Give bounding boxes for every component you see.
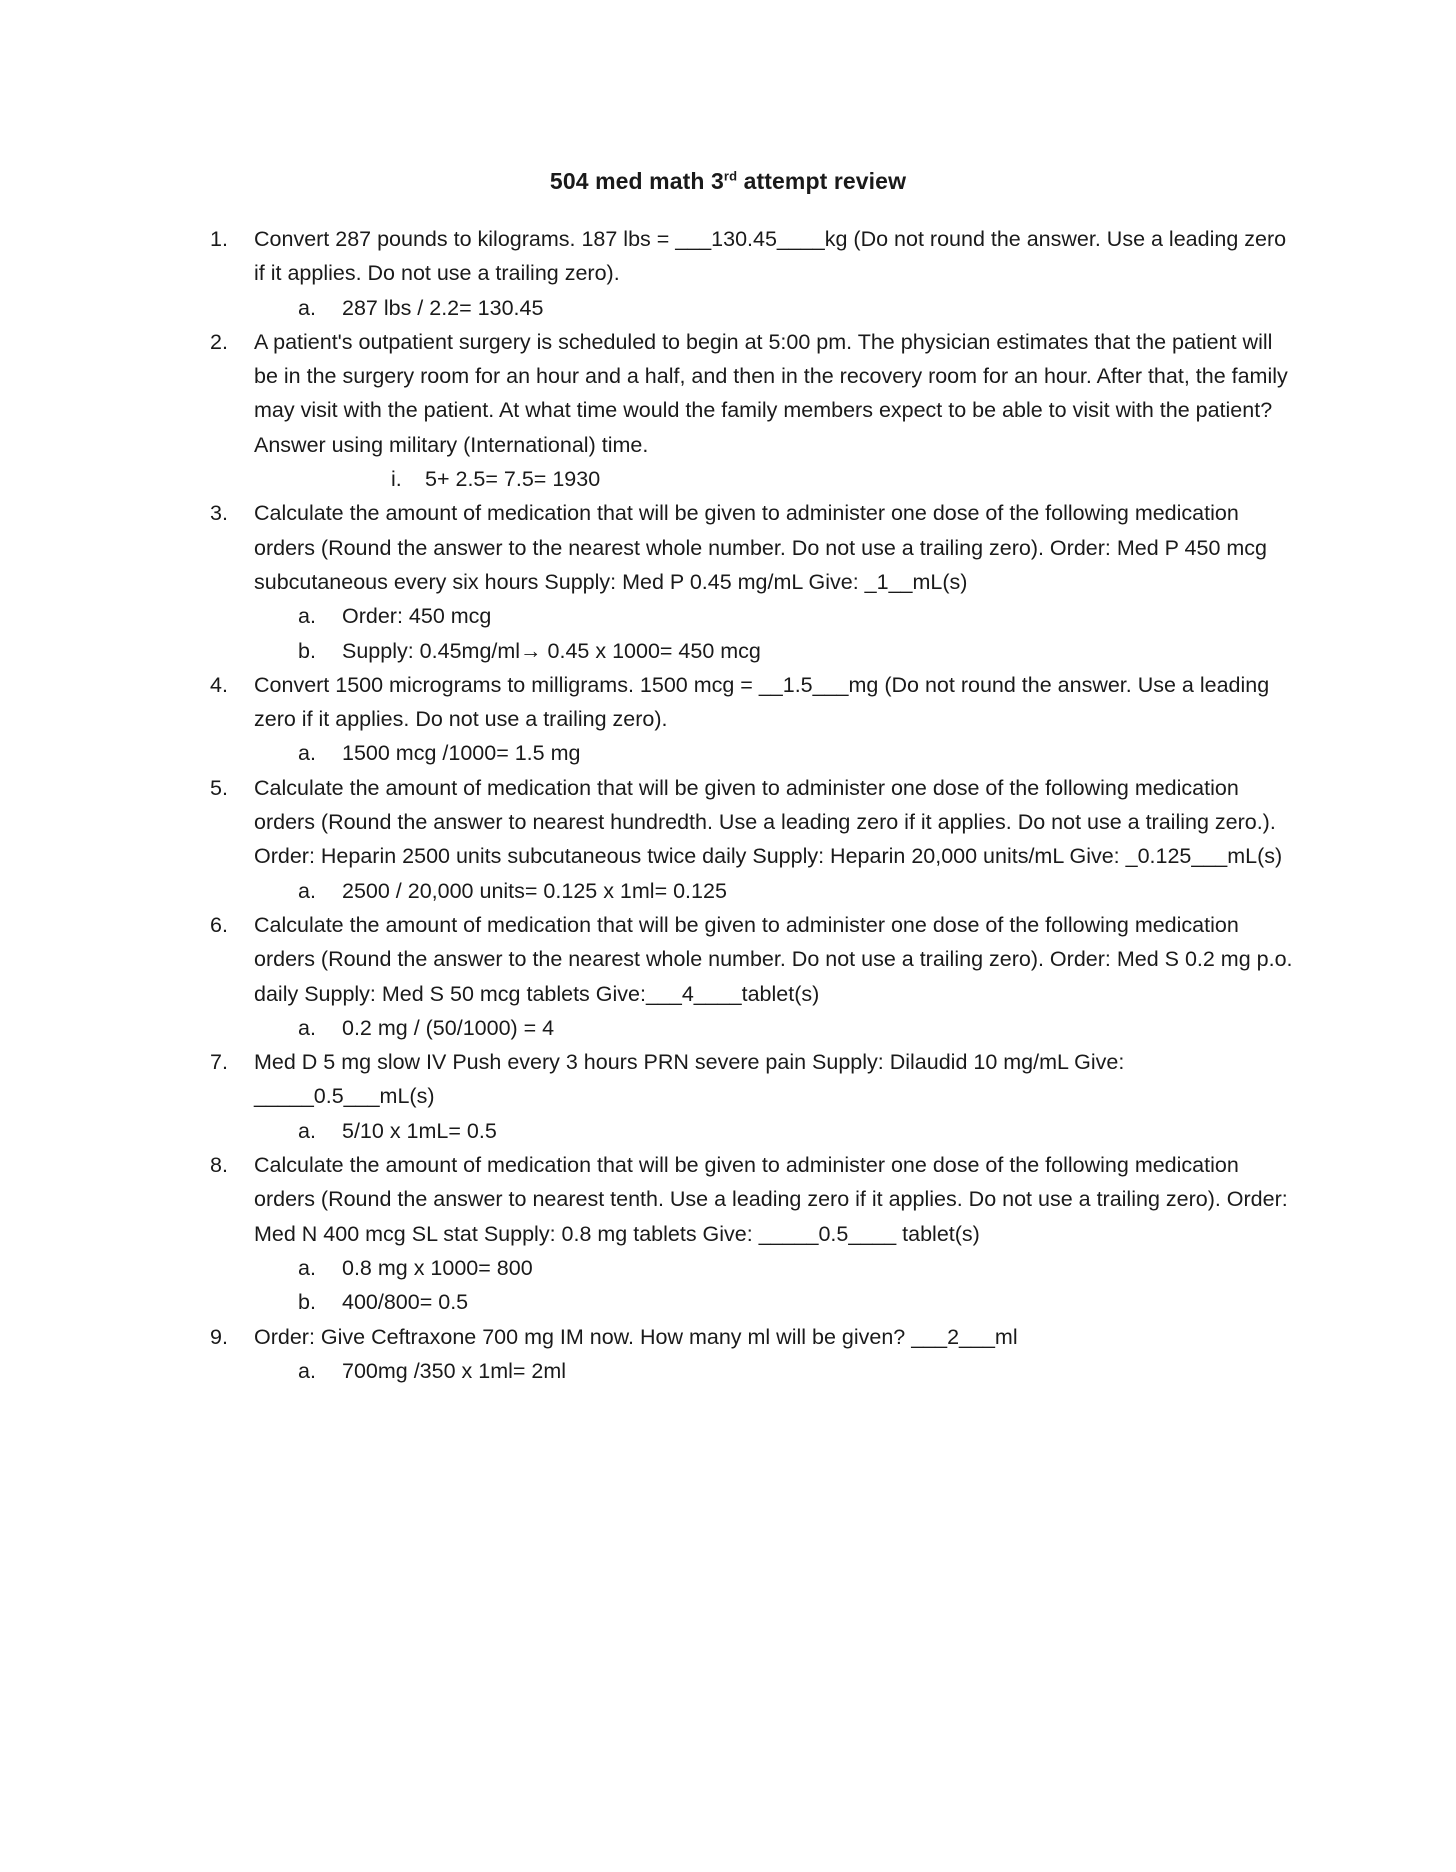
- question-item: [210, 1320, 1300, 1354]
- question-number: 4.: [210, 672, 228, 697]
- answer-work-text: 700mg /350 x 1ml= 2ml: [342, 1358, 567, 1383]
- question-text: Med D 5 mg slow IV Push every 3 hours PRN severe pain Supply: Dilaudid 10 mg/mL Give: _____0.5___mL(s): [254, 1050, 1125, 1109]
- answer-work-text: 0.2 mg / (50/1000) = 4: [342, 1015, 555, 1040]
- question-item: [210, 496, 1300, 599]
- answer-work-line: [210, 599, 1300, 633]
- question-text: Order: Give Ceftraxone 700 mg IM now. How many ml will be given? ___2___ml: [254, 1324, 1018, 1349]
- question-number: 7.: [210, 1050, 228, 1075]
- title-main: 504 med math 3: [549, 168, 724, 194]
- question-text: Calculate the amount of medication that will be given to administer one dose of the following medication orders (Round the answer to the nearest whole number. Do not use a trailing zero). Order: Med P 450 mcg subcutaneous every six hours Supply: Med P 0.45 mg/mL Give: _1__mL(s): [254, 501, 1268, 594]
- title-rest: attempt review: [737, 168, 907, 194]
- question-number: 2.: [210, 329, 228, 354]
- title-superscript: rd: [723, 168, 738, 184]
- answer-work-line: [210, 1354, 1300, 1388]
- question-item: [210, 222, 1300, 291]
- answer-work-text: 5+ 2.5= 7.5= 1930: [425, 467, 601, 492]
- question-text: Calculate the amount of medication that will be given to administer one dose of the following medication orders (Round the answer to nearest tenth. Use a leading zero if it applies. Do not use a trailing zero). Order: Med N 400 mcg SL stat Supply: 0.8 mg tablets Give: _____0.5____ tablet(s): [254, 1153, 1288, 1246]
- answer-work-label: b.: [298, 1290, 316, 1315]
- question-text: Convert 1500 micrograms to milligrams. 1500 mcg = __1.5___mg (Do not round the answer. Use a leading zero if it applies. Do not use a trailing zero).: [254, 672, 1270, 732]
- answer-work-line: [210, 1251, 1300, 1285]
- question-number: 5.: [210, 775, 228, 800]
- answer-work-label: a.: [298, 1358, 316, 1383]
- question-item: [210, 908, 1300, 1011]
- question-number: 1.: [210, 227, 228, 251]
- question-item: [210, 771, 1300, 874]
- answer-work-text: 287 lbs / 2.2= 130.45: [342, 295, 544, 320]
- answer-work-line: [210, 1285, 1300, 1319]
- answer-work-text: Order: 450 mcg: [342, 604, 492, 629]
- answer-work-text: 0.8 mg x 1000= 800: [342, 1255, 533, 1280]
- question-list: [210, 222, 1300, 1388]
- answer-work-line: [210, 1114, 1300, 1148]
- question-text: A patient's outpatient surgery is scheduled to begin at 5:00 pm. The physician estimates that the patient will be in the surgery room for an hour and a half, and then in the recovery room for an hour. After that, the family may visit with the patient. At what time would the family members expect to be able to visit with the patient? Answer using military (International) time.: [254, 329, 1288, 457]
- question-number: 9.: [210, 1324, 228, 1349]
- question-item: [210, 325, 1300, 462]
- answer-work-line: [210, 874, 1300, 908]
- answer-work-line: [210, 462, 1300, 496]
- answer-work-label: a.: [298, 604, 316, 629]
- answer-work-label: a.: [298, 1255, 316, 1280]
- answer-work-label: a.: [298, 1015, 316, 1040]
- answer-work-label: i.: [391, 467, 402, 492]
- question-text: Calculate the amount of medication that will be given to administer one dose of the following medication orders (Round the answer to nearest hundredth. Use a leading zero if it applies. Do not use a trailing zero.). Order: Heparin 2500 units subcutaneous twice daily Supply: Heparin 20,000 units/mL Give: _0.125___mL(s): [254, 775, 1283, 869]
- answer-work-text: Supply: 0.45mg/ml→ 0.45 x 1000= 450 mcg: [342, 638, 761, 663]
- question-item: [210, 1148, 1300, 1251]
- answer-work-line: [210, 634, 1300, 668]
- answer-work-label: a.: [298, 741, 316, 766]
- answer-work-line: [210, 1011, 1300, 1045]
- question-number: 6.: [210, 912, 228, 937]
- answer-work-label: a.: [298, 1118, 316, 1143]
- question-number: 3.: [210, 501, 228, 526]
- question-item: [210, 668, 1300, 737]
- document-title: [0, 168, 1456, 195]
- question-number: 8.: [210, 1153, 228, 1178]
- question-text: Calculate the amount of medication that will be given to administer one dose of the following medication orders (Round the answer to the nearest whole number. Do not use a trailing zero). Order: Med S 0.2 mg p.o. daily Supply: Med S 50 mcg tablets Give:___4____tablet(s): [254, 912, 1293, 1006]
- answer-work-line: [210, 291, 1300, 325]
- answer-work-text: 1500 mcg /1000= 1.5 mg: [342, 741, 581, 766]
- answer-work-line: [210, 736, 1300, 770]
- answer-work-label: b.: [298, 638, 316, 663]
- answer-work-text: 2500 / 20,000 units= 0.125 x 1ml= 0.125: [342, 878, 727, 903]
- answer-work-label: a.: [298, 878, 316, 903]
- answer-work-text: 5/10 x 1mL= 0.5: [342, 1118, 497, 1143]
- answer-work-label: a.: [298, 295, 316, 320]
- question-item: [210, 1045, 1300, 1114]
- question-text: Convert 287 pounds to kilograms. 187 lbs = ___130.45____kg (Do not round the answer. Use a leading zero if it applies. Do not use a trailing zero).: [254, 227, 1287, 286]
- answer-work-text: 400/800= 0.5: [342, 1290, 469, 1315]
